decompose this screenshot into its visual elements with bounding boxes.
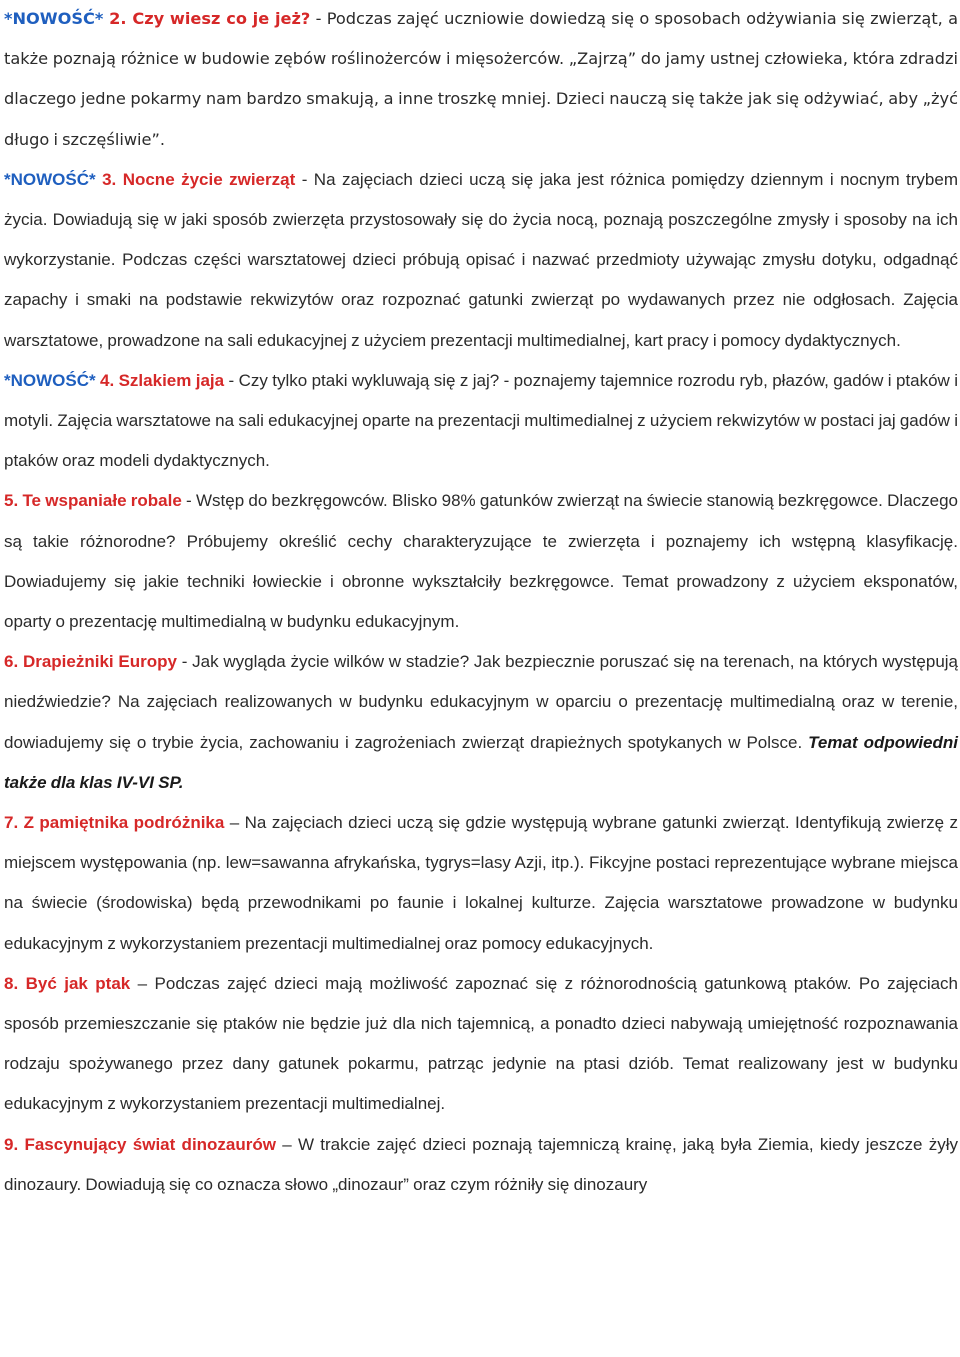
item-3-text: Na zajęciach dzieci uczą się jaka jest różnica pomiędzy dziennym i nocnym trybem życia. Dowiadują się w jaki sposób zwierzęta przystosowały się do życia nocą, poznają poszczególne zmysły i sposoby na ich wykorzystanie. Podczas części warsztatowej dzieci próbują opisać i nazwać przedmioty używając zmysłu dotyku, odgadnąć zapachy i smaki na podstawie rekwizytów oraz rozpoznać gatunki zwierząt po wydawanych przez nie odgłosach. Zajęcia warsztatowe, prowadzone na sali edukacyjnej z użyciem prezentacji multimedialnej, kart pracy i pomocy dydaktycznych. xyxy=(4,169,958,350)
item-4-number: 4. xyxy=(95,370,119,390)
item-5-paragraph xyxy=(4,481,958,642)
item-6-separator: - xyxy=(176,652,193,672)
item-6-paragraph xyxy=(4,642,958,803)
item-2-separator: - xyxy=(310,9,327,28)
item-6-number: 6. xyxy=(4,652,23,672)
item-2-text: Podczas zajęć uczniowie dowiedzą się o sposobach odżywiania się zwierząt, a także poznają różnice w budowie zębów roślinożerców i mięsożerców. „Zajrzą” do jamy ustnej człowieka, która zdradzi dlaczego jedne pokarmy nam bardzo smakują, a inne troszkę mniej. Dzieci nauczą się także jak się odżywiać, aby „żyć długo i szczęśliwie”. xyxy=(4,9,958,149)
item-2-new-label: *NOWOŚĆ* xyxy=(4,9,104,28)
item-4-title: Szlakiem jaja xyxy=(118,370,225,390)
item-8-separator: – xyxy=(130,973,155,993)
item-4-new-label: *NOWOŚĆ* xyxy=(4,370,96,390)
item-8-number: 8. xyxy=(4,973,26,993)
item-6-title: Drapieżniki Europy xyxy=(22,652,177,672)
item-2-number: 2. xyxy=(103,9,133,28)
item-8-paragraph xyxy=(4,964,958,1125)
item-6-text: Jak wygląda życie wilków w stadzie? Jak bezpiecznie poruszać się na terenach, na których występują niedźwiedzie? Na zajęciach realizowanych w budynku edukacyjnym w oparciu o prezentację multimedialną oraz w terenie, dowiadujemy się o trybie życia, zachowaniu i zagrożeniach zwierząt drapieżnych spotykanych w Polsce. xyxy=(4,652,959,752)
item-7-number: 7. xyxy=(4,813,24,833)
item-3-title: Nocne życie zwierząt xyxy=(122,169,296,189)
item-3-number: 3. xyxy=(95,169,123,189)
item-7-paragraph xyxy=(4,803,958,964)
item-3-separator: - xyxy=(295,169,314,189)
item-8-title: Być jak ptak xyxy=(25,973,131,993)
item-3-new-label: *NOWOŚĆ* xyxy=(4,169,96,189)
item-9-paragraph xyxy=(4,1125,958,1205)
item-8-text: Podczas zajęć dzieci mają możliwość zapoznać się z różnorodnością gatunkową ptaków. Po zajęciach sposób przemieszczanie się ptaków nie będzie już dla nich tajemnicą, a ponadto dzieci nabywają umiejętność rozpoznawania rodzaju spożywanego przez dany gatunek pokarmu, patrząc jedynie na ptasi dziób. Temat realizowany jest w budynku edukacyjnym z wykorzystaniem prezentacji multimedialnej. xyxy=(4,973,958,1114)
item-4-paragraph xyxy=(4,361,958,482)
item-5-text: Wstęp do bezkręgowców. Blisko 98% gatunków zwierząt na świecie stanowią bezkręgowce. Dlaczego są takie różnorodne? Próbujemy określić cechy charakteryzujące te zwierzęta i poznajemy ich wstępną klasyfikację. Dowiadujemy się jakie techniki łowieckie i obronne wykształciły bezkręgowce. Temat prowadzony z użyciem eksponatów, oparty o prezentację multimedialną w budynku edukacyjnym. xyxy=(4,491,959,632)
item-5-title: Te wspaniałe robale xyxy=(22,491,182,511)
item-2-paragraph xyxy=(4,0,958,160)
item-9-title: Fascynujący świat dinozaurów xyxy=(24,1134,276,1154)
item-9-text: W trakcie zajęć dzieci poznają tajemniczą krainę, jaką była Ziemia, kiedy jeszcze żyły dinozaury. Dowiadują się co oznacza słowo „dinozaur” oraz czym różniły się dinozaury xyxy=(4,1134,958,1194)
item-5-separator: - xyxy=(181,491,196,511)
item-4-text: Czy tylko ptaki wykluwają się z jaj? - poznajemy tajemnice rozrodu ryb, płazów, gadów i ptaków i motyli. Zajęcia warsztatowe na sali edukacyjnej oparte na prezentacji multimedialnej z użyciem rekwizytów w postaci jaj gadów i ptaków oraz modeli dydaktycznych. xyxy=(4,370,959,471)
item-2-title: Czy wiesz co je jeż? xyxy=(132,9,311,28)
item-3-paragraph xyxy=(4,160,958,361)
item-9-number: 9. xyxy=(4,1134,25,1154)
item-7-text: Na zajęciach dzieci uczą się gdzie występują wybrane gatunki zwierząt. Identyfikują zwierzę z miejscem występowania (np. lew=sawanna afrykańska, tygrys=lasy Azji, itp.). Fikcyjne postaci reprezentujące wybrane miejsca na świecie (środowiska) będą przewodnikami po faunie i lokalnej kulturze. Zajęcia warsztatowe prowadzone w budynku edukacyjnym z wykorzystaniem prezentacji multimedialnej oraz pomocy edukacyjnych. xyxy=(4,813,959,953)
item-5-number: 5. xyxy=(4,491,23,511)
item-7-title: Z pamiętnika podróżnika xyxy=(23,813,225,833)
item-9-separator: – xyxy=(276,1134,298,1154)
item-7-separator: – xyxy=(224,813,245,833)
item-4-separator: - xyxy=(224,370,239,390)
item-6-emphasis: Temat odpowiedni także dla klas IV-VI SP. xyxy=(4,732,959,792)
